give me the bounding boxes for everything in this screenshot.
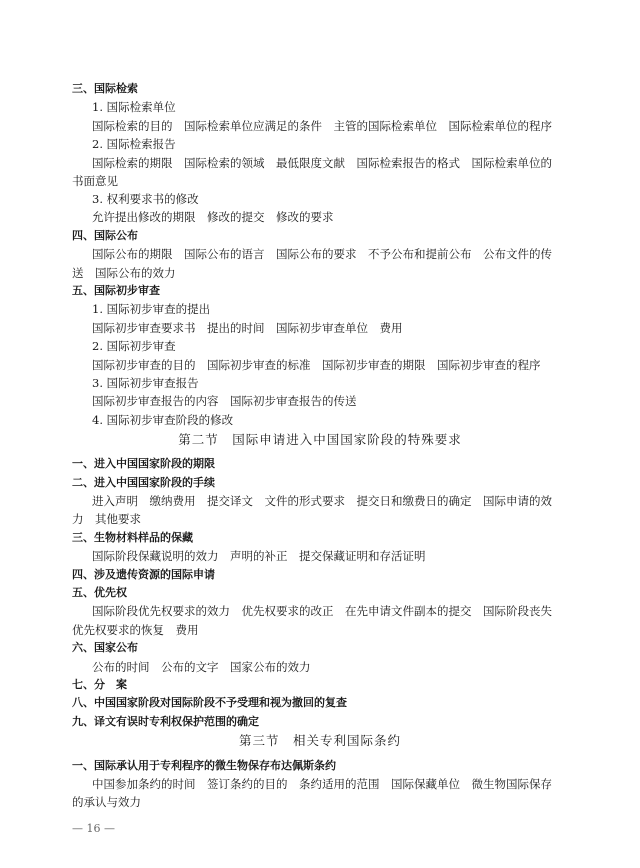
page-number: — 16 — [72,822,115,835]
heading: 四、国际公布 [72,229,138,242]
body-line: 国际阶段优先权要求的效力 优先权要求的改正 在先申请文件副本的提交 国际阶段丧失 [92,604,552,618]
subheading: 3. 国际初步审查报告 [92,376,199,390]
heading: 三、国际检索 [72,82,138,95]
heading: 七、分 案 [72,678,127,691]
heading: 三、生物材料样品的保藏 [72,531,193,544]
heading: 五、优先权 [72,586,127,599]
heading: 一、国际承认用于专利程序的微生物保存布达佩斯条约 [72,759,336,772]
body-line: 力 其他要求 [72,512,141,526]
body-line: 允许提出修改的期限 修改的提交 修改的要求 [92,210,334,224]
body-line: 中国参加条约的时间 签订条约的目的 条约适用的范围 国际保藏单位 微生物国际保存 [92,777,552,791]
section-title: 第二节 国际申请进入中国国家阶段的特殊要求 [178,432,462,447]
heading: 六、国家公布 [72,641,138,654]
subheading: 1. 国际检索单位 [92,100,176,114]
subheading: 4. 国际初步审查阶段的修改 [92,413,234,427]
body-line: 国际公布的期限 国际公布的语言 国际公布的要求 不予公布和提前公布 公布文件的传 [92,247,552,261]
body-line: 的承认与效力 [72,795,141,809]
body-line: 国际阶段保藏说明的效力 声明的补正 提交保藏证明和存活证明 [92,549,426,563]
heading: 一、进入中国国家阶段的期限 [72,457,215,470]
body-line: 公布的时间 公布的文字 国家公布的效力 [92,660,311,674]
body-line: 国际初步审查报告的内容 国际初步审查报告的传送 [92,394,357,408]
subheading: 1. 国际初步审查的提出 [92,302,211,316]
body-line: 国际初步审查要求书 提出的时间 国际初步审查单位 费用 [92,321,403,335]
section-title: 第三节 相关专利国际条约 [238,733,401,748]
heading: 五、国际初步审查 [72,284,160,297]
subheading: 3. 权利要求书的修改 [92,192,199,206]
heading: 二、进入中国国家阶段的手续 [72,476,215,489]
subheading: 2. 国际检索报告 [92,137,176,151]
body-line: 书面意见 [72,174,118,188]
body-line: 国际检索的目的 国际检索单位应满足的条件 主管的国际检索单位 国际检索单位的程序 [92,119,552,133]
body-line: 国际初步审查的目的 国际初步审查的标准 国际初步审查的期限 国际初步审查的程序 [92,358,541,372]
heading: 四、涉及遗传资源的国际申请 [72,568,215,581]
heading: 九、译文有误时专利权保护范围的确定 [72,715,259,728]
subheading: 2. 国际初步审查 [92,339,176,353]
heading: 八、中国国家阶段对国际阶段不予受理和视为撤回的复查 [72,696,347,709]
body-line: 国际检索的期限 国际检索的领域 最低限度文献 国际检索报告的格式 国际检索单位的 [92,156,552,170]
body-line: 送 国际公布的效力 [72,266,176,280]
body-line: 进入声明 缴纳费用 提交译文 文件的形式要求 提交日和缴费日的确定 国际申请的效 [92,494,552,508]
body-line: 优先权要求的恢复 费用 [72,623,199,637]
